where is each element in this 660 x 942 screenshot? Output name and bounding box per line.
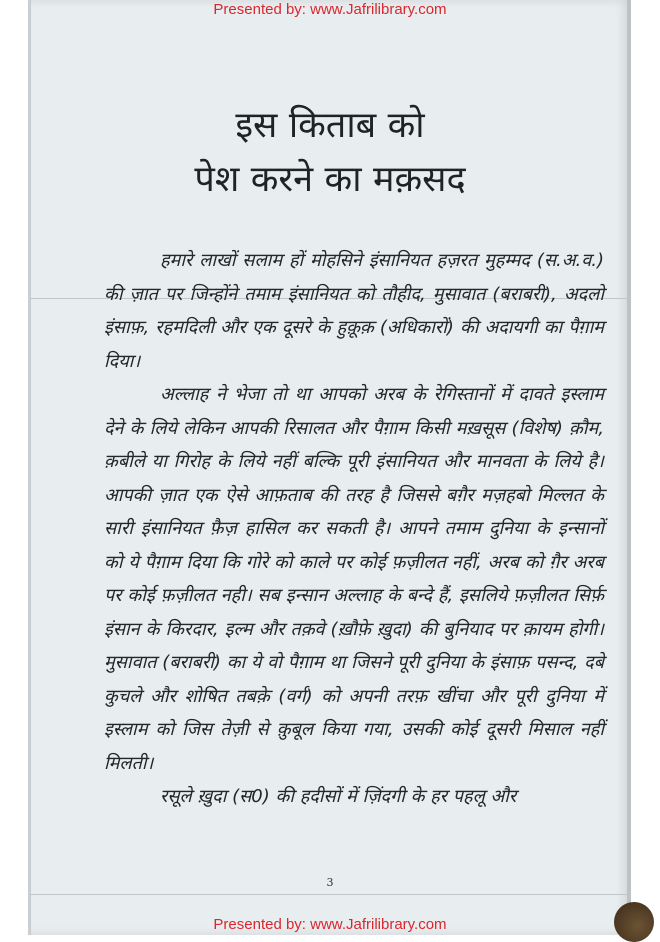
- watermark-top: Presented by: www.Jafrilibrary.com: [213, 1, 447, 18]
- paragraph-2: अल्लाह ने भेजा तो था आपको अरब के रेगिस्तानों में दावते इस्लाम देने के लिये लेकिन आपकी रिसालत और पैग़ाम किसी मख़सूस (विशेष) क़ौम, क़बीले या गिरोह के लिये नहीं बल्कि पूरी इंसानियत और मानवता के लिये है। आपकी ज़ात एक ऐसे आफ़ताब की तरह है जिससे बग़ैर मज़हबो मिल्लत के सारी इंसानियत फ़ैज़ हासिल कर सकती है। आपने तमाम दुनिया के इन्सानों को ये पैग़ाम दिया कि गोरे को काले पर कोई फ़ज़ीलत नहीं, अरब को ग़ैर अरब पर कोई फ़ज़ीलत नही। सब इन्सान अल्लाह के बन्दे हैं, इसलिये फ़ज़ीलत सिर्फ़ इंसान के किरदार, इल्म और तक़वे (ख़ौफ़े ख़ुदा) की बुनियाद पर क़ायम होगी। मुसावात (बराबरी) का ये वो पैग़ाम था जिसने पूरी दुनिया के इंसाफ़ पसन्द, दबे कुचले और शोषित तबक़े (वर्ग) को अपनी तरफ़ खींचा और पूरी दुनिया में इस्लाम को जिस तेज़ी से क़ुबूल किया गया, उसकी कोई दूसरी मिसाल नहीं मिलती।: [104, 384, 604, 774]
- page-title-line-1: इस किताब को: [235, 105, 425, 146]
- watermark-bottom: Presented by: www.Jafrilibrary.com: [213, 916, 447, 933]
- paragraph-3: रसूले ख़ुदा (स0) की हदीसों में ज़िंदगी के हर पहलू और: [160, 786, 517, 807]
- page-title-line-2: पेश करने का मक़सद: [194, 159, 466, 200]
- scan-line: [30, 894, 630, 895]
- body-text: [104, 244, 604, 814]
- paragraph-1: हमारे लाखों सलाम हों मोहसिने इंसानियत हज़रत मुहम्मद (स.अ.व.) की ज़ात पर जिन्होंने तमाम इंसानियत को तौहीद, मुसावात (बराबरी), अदलो इंसाफ़, रहमदिली और एक दूसरे के हुक़ूक़ (अधिकारों) की अदायगी का पैग़ाम दिया।: [104, 250, 604, 372]
- page-number: 3: [326, 876, 334, 889]
